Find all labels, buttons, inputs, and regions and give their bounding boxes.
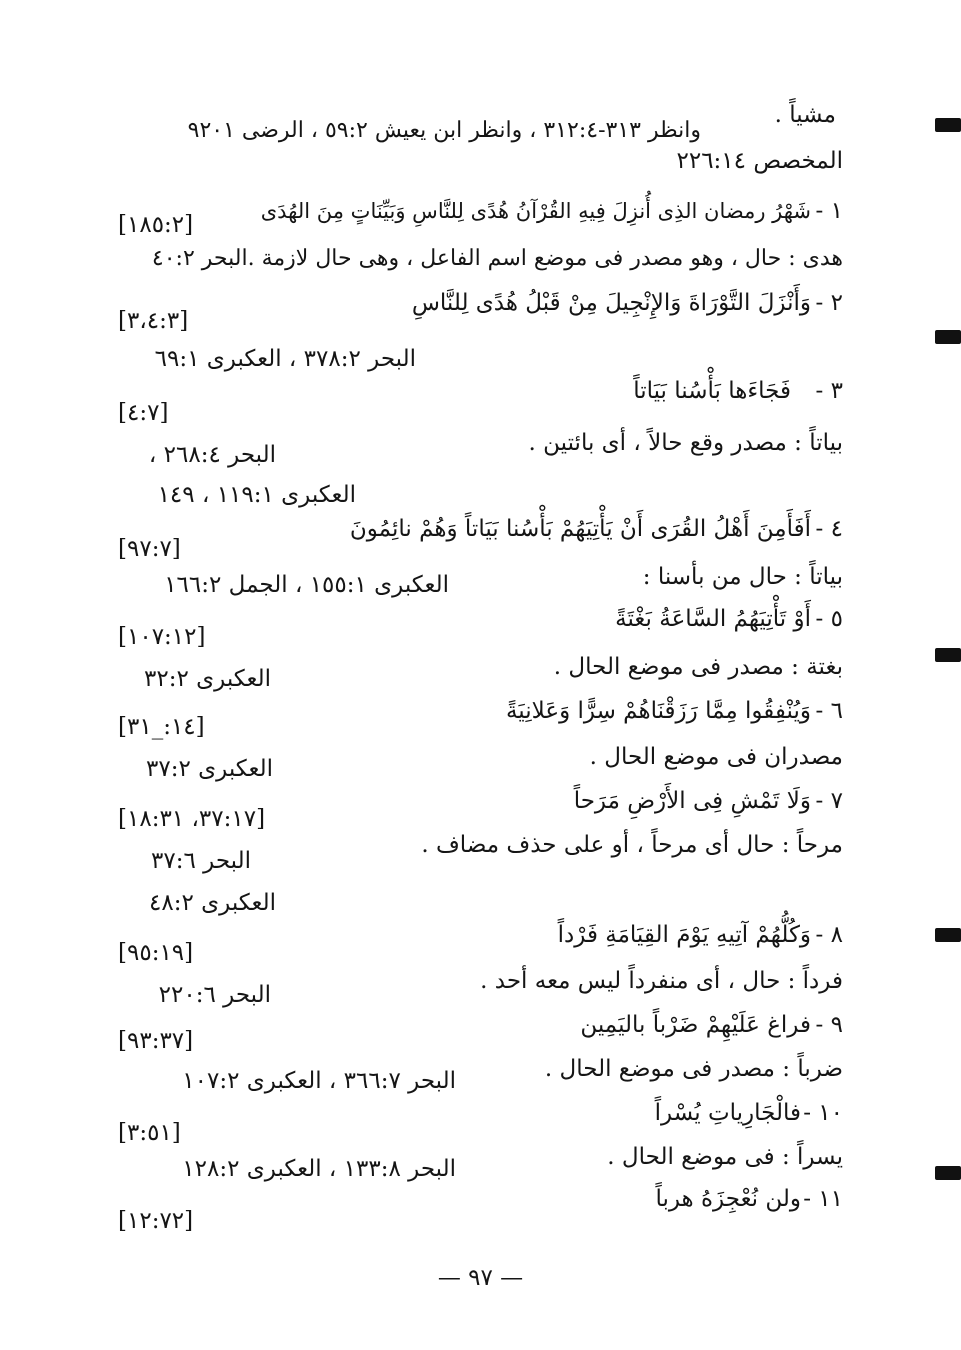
verse-11: ولن نُعْجِزَهُ هرباً bbox=[655, 1186, 801, 1212]
verse-4: أَفَأَمِنَ أَهْلُ القُرَى أَنْ يَأْتِيَهُمْ بَأْسُنا بَيَاتاً وَهُمْ نائِمُونَ bbox=[349, 516, 811, 542]
source-7b: العكبرى ٤٨:٢ bbox=[149, 890, 276, 916]
verse-number-1: ١ - bbox=[815, 198, 843, 224]
verse-ref-2: [٣،٤:٣] bbox=[118, 308, 189, 334]
verse-number-9: ٩ - bbox=[815, 1012, 843, 1038]
verse-ref-10: [٣:٥١] bbox=[118, 1120, 181, 1146]
page-number: — ٩٧ — bbox=[437, 1265, 524, 1291]
verse-ref-3: [٤:٧] bbox=[118, 400, 169, 426]
verse-1: شَهْرُ رمضان الذِى أُنزِلَ فِيهِ القُرْآنُ هُدًى لِلنَّاسِ وَبَيِّنَاتٍ مِنَ الهُدَى bbox=[260, 199, 811, 223]
source-3b: العكبرى ١١٩:١ ، ١٤٩ bbox=[157, 482, 356, 508]
source-2: البحر ٣٧٨:٢ ، العكبرى ٦٩:١ bbox=[154, 346, 416, 372]
header-line-2: المخصص ٢٢٦:١٤ bbox=[676, 148, 843, 174]
verse-ref-9: [٩٣:٣٧] bbox=[118, 1028, 194, 1054]
verse-8: وَكُلُّهُمْ آتِيهِ يَوْمَ القِيَامَةِ فَرْداً bbox=[557, 922, 811, 948]
verse-3: فَجَاءَها بَأْسُنا بَيَاتاً bbox=[633, 378, 791, 404]
verse-number-11: ١١ - bbox=[803, 1186, 843, 1212]
verse-ref-8: [٩٥:١٩] bbox=[118, 940, 194, 966]
margin-mark bbox=[935, 1166, 961, 1180]
verse-number-5: ٥ - bbox=[815, 606, 843, 632]
verse-number-10: ١٠ - bbox=[803, 1100, 843, 1126]
verse-ref-11: [١٢:٧٢] bbox=[118, 1208, 194, 1234]
verse-number-6: ٦ - bbox=[815, 698, 843, 724]
margin-mark bbox=[935, 330, 961, 344]
verse-ref-6: [١٤:_٣١] bbox=[118, 714, 205, 740]
verse-ref-4: [٩٧:٧] bbox=[118, 536, 181, 562]
source-3: البحر ٢٦٨:٤ ، bbox=[148, 442, 276, 468]
source-5: العكبرى ٣٢:٢ bbox=[144, 666, 271, 692]
margin-mark bbox=[935, 648, 961, 662]
verse-number-8: ٨ - bbox=[815, 922, 843, 948]
verse-number-2: ٢ - bbox=[815, 290, 843, 316]
note-1: هدى : حال ، وهو مصدر فى موضع اسم الفاعل ، وهى حال لازمة .البحر ٤٠:٢ bbox=[151, 246, 843, 271]
note-5: بغتة : مصدر فى موضع الحال . bbox=[553, 654, 843, 680]
margin-mark bbox=[935, 118, 961, 132]
verse-5: أَوْ تَأْتِيَهُمُ السَّاعَةُ بَغْتَةً bbox=[615, 606, 811, 632]
verse-ref-5: [١٠٧:١٢] bbox=[118, 624, 206, 650]
note-10: يسراً : فى موضع الحال . bbox=[607, 1144, 843, 1170]
note-9: ضرباً : مصدر فى موضع الحال . bbox=[544, 1056, 843, 1082]
verse-7: وَلَا تَمْشِ فِى الأَرْضِ مَرَحاً bbox=[573, 788, 811, 814]
source-7: البحر ٣٧:٦ bbox=[151, 848, 251, 874]
note-7: مرحاً : حال أى مرحاً ، أو على حذف مضاف . bbox=[421, 832, 843, 858]
source-10: البحر ١٣٣:٨ ، العكبرى ١٢٨:٢ bbox=[182, 1156, 456, 1182]
verse-10: فالْجَارِياتِ يُسْراً bbox=[654, 1100, 801, 1126]
note-8: فرداً : حال ، أى منفرداً ليس معه أحد . bbox=[480, 968, 843, 994]
header-line-1-start: مشياً . bbox=[774, 102, 836, 128]
verse-number-7: ٧ - bbox=[815, 788, 843, 814]
margin-mark bbox=[935, 928, 961, 942]
note-4: بياتاً : حال من بأسنا : bbox=[642, 564, 843, 590]
verse-9: فراغ عَلَيْهِمْ ضَرْباً باليَمِين bbox=[580, 1012, 811, 1038]
verse-6: وَيُنْفِقُوا مِمَّا رَزَقْنَاهُمْ سِرًّا وَعَلانِيَةً bbox=[505, 698, 811, 724]
header-line-1-rest: وانظر ٣١٣-٣١٢:٤ ، وانظر ابن يعيش ٥٩:٢ ، الرضى ٩٢٠١ bbox=[187, 118, 701, 143]
source-6: العكبرى ٣٧:٢ bbox=[146, 756, 273, 782]
verse-2: وَأَنْزَلَ التَّوْرَاةَ وَالإِنْجِيلَ مِنْ قَبْلُ هُدًى لِلنَّاسِ bbox=[411, 290, 811, 316]
note-3: بياتاً : مصدر وقع حالاً ، أى بائتين . bbox=[528, 430, 843, 456]
source-8: البحر ٢٢٠:٦ bbox=[158, 982, 271, 1008]
verse-number-4: ٤ - bbox=[815, 516, 843, 542]
source-4: العكبرى ١٥٥:١ ، الجمل ١٦٦:٢ bbox=[164, 572, 449, 598]
source-9: البحر ٣٦٦:٧ ، العكبرى ١٠٧:٢ bbox=[182, 1068, 456, 1094]
verse-number-3: ٣ - bbox=[815, 378, 843, 404]
verse-ref-1: [١٨٥:٢] bbox=[118, 212, 194, 238]
note-6: مصدران فى موضع الحال . bbox=[589, 744, 843, 770]
verse-ref-7: [٣٧:١٧، ١٨:٣١] bbox=[118, 806, 266, 832]
